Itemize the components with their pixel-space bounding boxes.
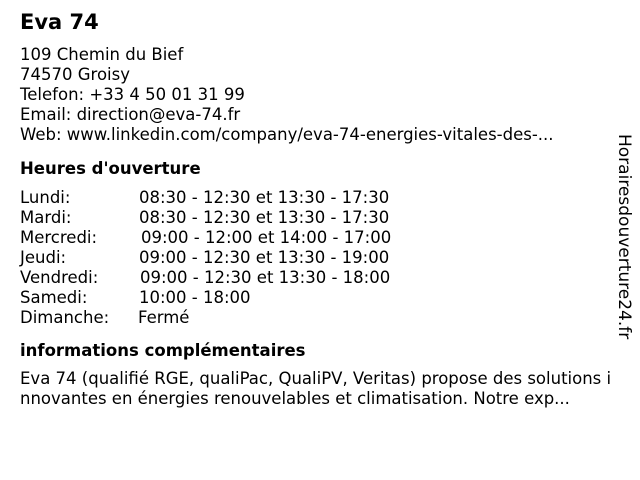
time-value: 09:00 - 12:00 et 14:00 - 17:00	[141, 228, 392, 247]
day-label: Lundi:	[20, 188, 71, 207]
site-watermark: Horairesdouverture24.fr	[614, 134, 634, 340]
time-value: 09:00 - 12:30 et 13:30 - 19:00	[139, 248, 390, 267]
day-label: Jeudi:	[20, 248, 67, 267]
business-card	[20, 8, 610, 409]
info-title: informations complémentaires	[20, 341, 306, 360]
time-value: 08:30 - 12:30 et 13:30 - 17:30	[139, 188, 390, 207]
web-line: Web: www.linkedin.com/company/eva-74-energies-vitales-des-...	[20, 125, 554, 144]
hours-row-thursday	[20, 248, 610, 268]
time-value: Fermé	[138, 308, 190, 327]
hours-row-monday	[20, 188, 610, 208]
hours-row-wednesday	[20, 228, 610, 248]
info-description: Eva 74 (qualifié RGE, qualiPac, QualiPV, Veritas) propose des solutions innovantes en énergies renouvelables et climatisation. Notre exp...	[20, 369, 612, 408]
day-label: Dimanche:	[20, 308, 110, 327]
day-label: Samedi:	[20, 288, 88, 307]
contact-block	[20, 45, 610, 145]
address-street: 109 Chemin du Bief	[20, 45, 184, 64]
day-label: Mercredi:	[20, 228, 98, 247]
hours-row-saturday	[20, 288, 610, 308]
email-line: Email: direction@eva-74.fr	[20, 105, 241, 124]
day-label: Mardi:	[20, 208, 72, 227]
time-value: 08:30 - 12:30 et 13:30 - 17:30	[139, 208, 390, 227]
business-name: Eva 74	[20, 10, 99, 34]
hours-title: Heures d'ouverture	[20, 159, 201, 178]
hours-row-sunday	[20, 308, 610, 328]
phone-line: Telefon: +33 4 50 01 31 99	[20, 85, 245, 104]
time-value: 10:00 - 18:00	[139, 288, 251, 307]
address-city: 74570 Groisy	[20, 65, 130, 84]
time-value: 09:00 - 12:30 et 13:30 - 18:00	[140, 268, 391, 287]
hours-table	[20, 188, 610, 328]
hours-row-friday	[20, 268, 610, 288]
hours-row-tuesday	[20, 208, 610, 228]
day-label: Vendredi:	[20, 268, 99, 287]
